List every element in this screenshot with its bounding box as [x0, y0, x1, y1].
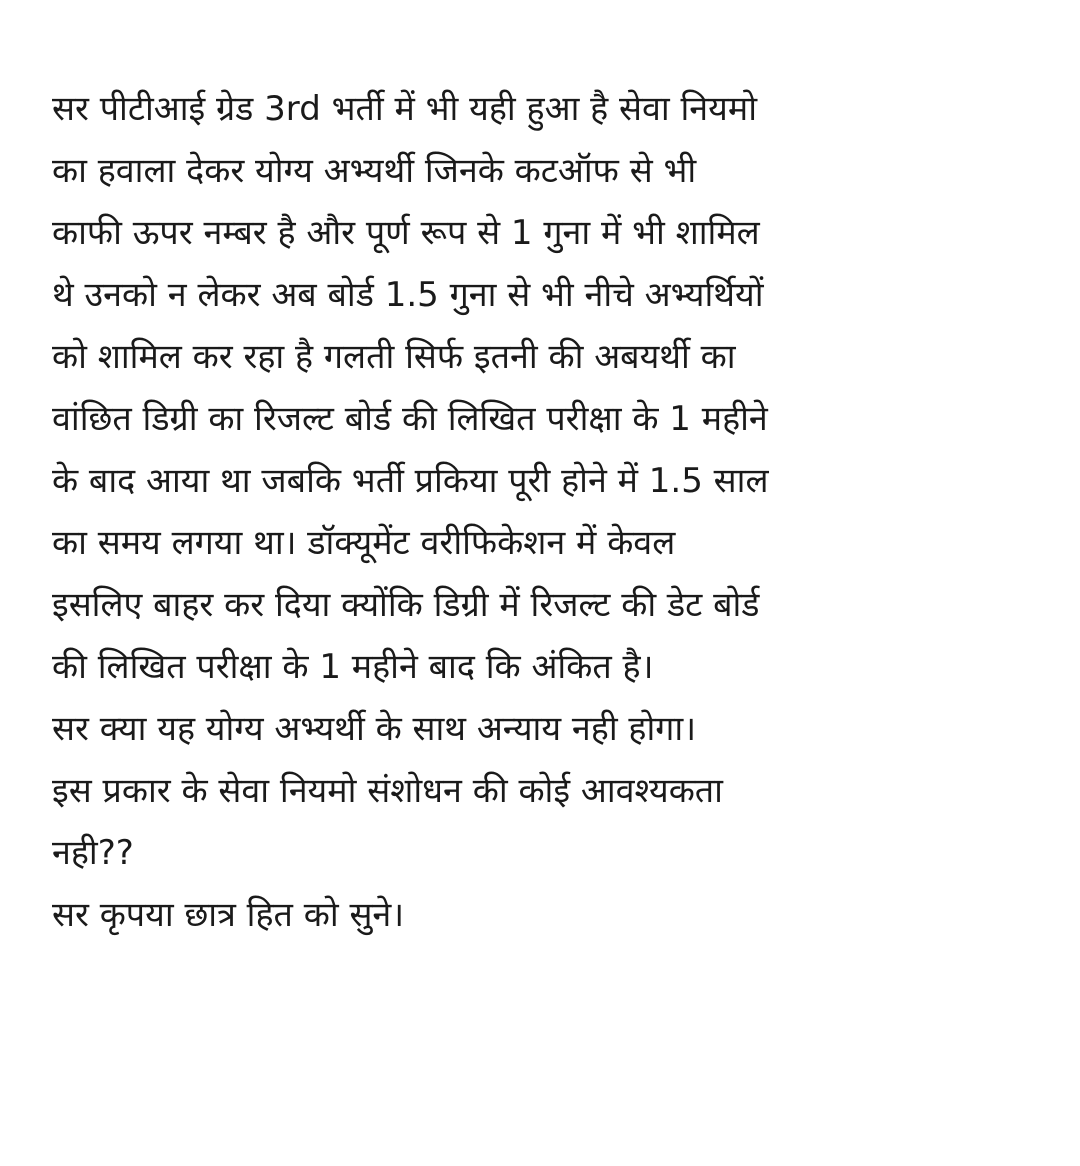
text-line: वांछित डिग्री का रिजल्ट बोर्ड की लिखित परीक्षा के 1 महीने	[52, 399, 768, 439]
text-line: की लिखित परीक्षा के 1 महीने बाद कि अंकित है।	[52, 647, 654, 687]
text-line: सर कृपया छात्र हित को सुने।	[52, 895, 405, 935]
text-line: थे उनको न लेकर अब बोर्ड 1.5 गुना से भी नीचे अभ्यर्थियों	[52, 275, 764, 315]
message-text	[52, 78, 1052, 946]
text-line: नही??	[52, 833, 134, 873]
text-line: का हवाला देकर योग्य अभ्यर्थी जिनके कटऑफ से भी	[52, 151, 697, 191]
text-line: सर पीटीआई ग्रेड 3rd भर्ती में भी यही हुआ है सेवा नियमो	[52, 89, 758, 129]
text-line: सर क्या यह योग्य अभ्यर्थी के साथ अन्याय नही होगा।	[52, 709, 697, 749]
text-line: इसलिए बाहर कर दिया क्योंकि डिग्री में रिजल्ट की डेट बोर्ड	[52, 585, 760, 625]
text-line: का समय लगया था। डॉक्यूमेंट वरीफिकेशन में केवल	[52, 523, 676, 563]
text-line: को शामिल कर रहा है गलती सिर्फ इतनी की अबयर्थी का	[52, 337, 736, 377]
text-line: इस प्रकार के सेवा नियमो संशोधन की कोई आवश्यकता	[52, 771, 723, 811]
text-line: काफी ऊपर नम्बर है और पूर्ण रूप से 1 गुना में भी शामिल	[52, 213, 760, 253]
text-line: के बाद आया था जबकि भर्ती प्रकिया पूरी होने में 1.5 साल	[52, 461, 769, 501]
